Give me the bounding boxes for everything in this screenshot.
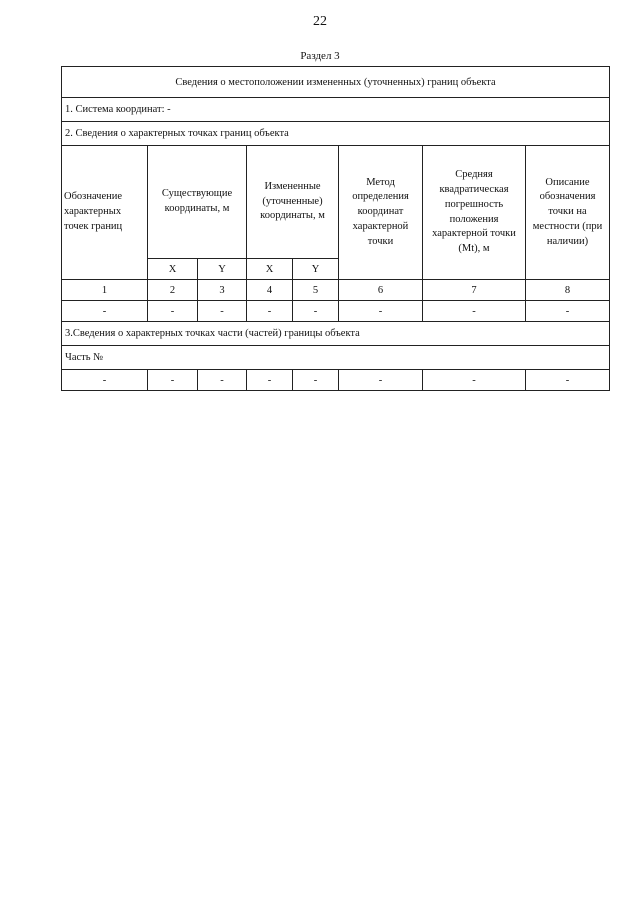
- col-number: 7: [423, 280, 526, 301]
- table-cell: -: [293, 370, 339, 391]
- col-number: 2: [148, 280, 198, 301]
- column-header-row: [62, 146, 610, 259]
- table-cell: -: [526, 301, 610, 322]
- parts-title: 3.Сведения о характерных точках части (частей) границы объекта: [62, 322, 610, 346]
- column-number-row: [62, 280, 610, 301]
- table-row: [62, 301, 610, 322]
- table-cell: -: [339, 370, 423, 391]
- table-cell: -: [148, 301, 198, 322]
- section-title: Раздел 3: [300, 50, 340, 62]
- boundary-table: [61, 66, 610, 391]
- header-description: Описание обозначения точки на местности (при наличии): [526, 146, 610, 280]
- col-number: 3: [198, 280, 247, 301]
- sub-y-changed: Y: [293, 259, 339, 280]
- table-cell: -: [293, 301, 339, 322]
- col-number: 8: [526, 280, 610, 301]
- table-title: Сведения о местоположении измененных (уточненных) границ объекта: [62, 67, 610, 98]
- sub-x-existing: X: [148, 259, 198, 280]
- col-number: 6: [339, 280, 423, 301]
- header-error: Средняя квадратическая погрешность положения характерной точки (Mt), м: [423, 146, 526, 280]
- table-cell: -: [423, 370, 526, 391]
- table-cell: -: [423, 301, 526, 322]
- col-number: 1: [62, 280, 148, 301]
- table-cell: -: [62, 301, 148, 322]
- table-title-row: [62, 67, 610, 98]
- table-cell: -: [198, 370, 247, 391]
- table-cell: -: [198, 301, 247, 322]
- header-method: Метод определения координат характерной точки: [339, 146, 423, 280]
- points-title-row: [62, 122, 610, 146]
- col-number: 5: [293, 280, 339, 301]
- table-cell: -: [339, 301, 423, 322]
- header-point-designation: Обозначение характерных точек границ: [62, 146, 148, 280]
- col-number: 4: [247, 280, 293, 301]
- page-number: 22: [313, 14, 327, 29]
- points-title: 2. Сведения о характерных точках границ объекта: [62, 122, 610, 146]
- sub-x-changed: X: [247, 259, 293, 280]
- table-cell: -: [62, 370, 148, 391]
- coord-system-row: [62, 98, 610, 122]
- parts-title-row: [62, 322, 610, 346]
- table-cell: -: [247, 370, 293, 391]
- table-cell: -: [148, 370, 198, 391]
- header-existing-coords: Существующие координаты, м: [148, 146, 247, 259]
- table-row: [62, 370, 610, 391]
- part-label-row: [62, 346, 610, 370]
- coord-system: 1. Система координат: -: [62, 98, 610, 122]
- table-cell: -: [247, 301, 293, 322]
- sub-y-existing: Y: [198, 259, 247, 280]
- part-label: Часть №: [62, 346, 610, 370]
- table-cell: -: [526, 370, 610, 391]
- header-changed-coords: Измененные (уточненные) координаты, м: [247, 146, 339, 259]
